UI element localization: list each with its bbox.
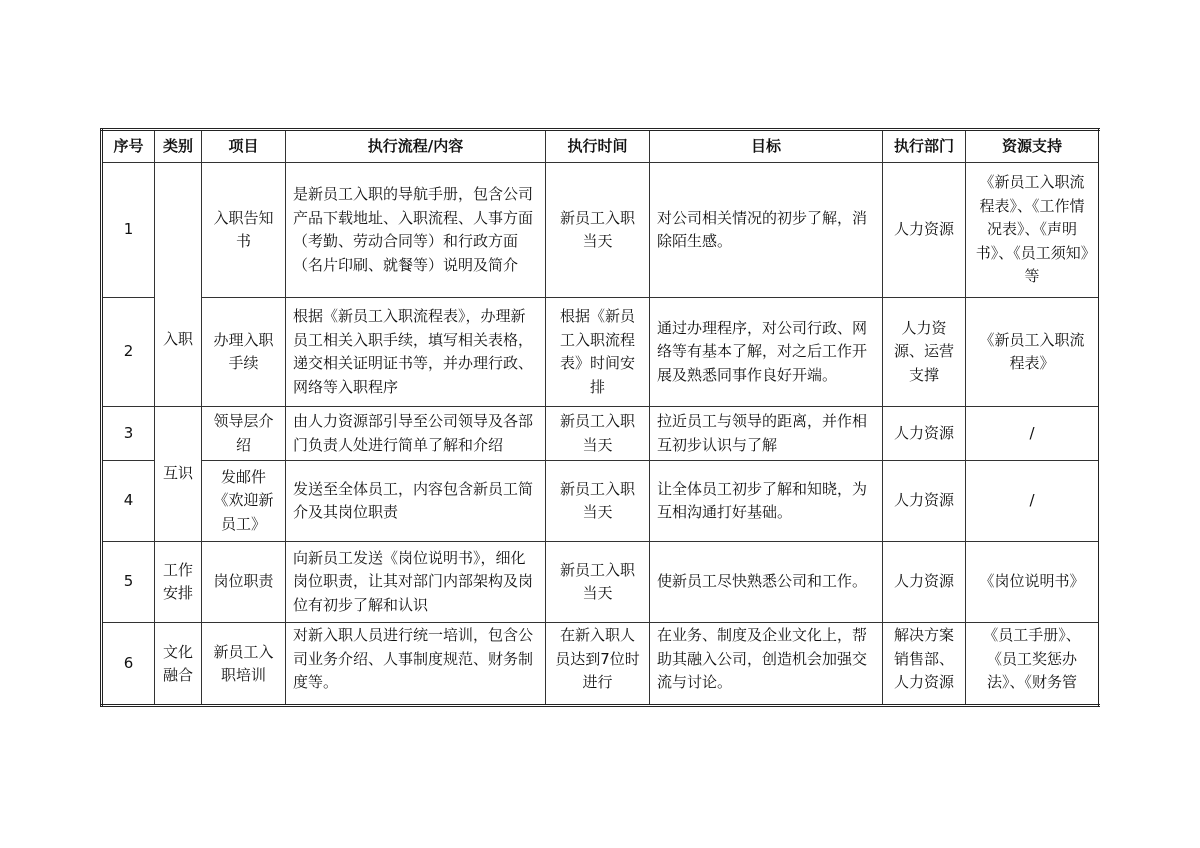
header-no: 序号 xyxy=(102,130,155,163)
onboarding-plan-table xyxy=(100,128,1100,707)
row-goal: 通过办理程序，对公司行政、网络等有基本了解，对之后工作开展及熟悉同事作良好开端。 xyxy=(650,298,883,407)
row-content: 向新员工发送《岗位说明书》，细化岗位职责，让其对部门内部架构及岗位有初步了解和认识 xyxy=(286,542,546,623)
row-dept: 人力资源、运营支撑 xyxy=(883,298,966,407)
row-content: 发送至全体员工，内容包含新员工简介及其岗位职责 xyxy=(286,461,546,542)
header-row xyxy=(102,130,1100,163)
row-time: 新员工入职当天 xyxy=(546,163,650,298)
row-resource: 《新员工入职流程表》 xyxy=(966,298,1100,407)
header-item: 项目 xyxy=(202,130,286,163)
table-row xyxy=(102,461,1100,542)
row-time: 在新入职人员达到7位时进行 xyxy=(546,623,650,706)
row-resource: 《员工手册》、《员工奖惩办法》、《财务管 xyxy=(966,623,1100,706)
row-item: 入职告知书 xyxy=(202,163,286,298)
header-category: 类别 xyxy=(155,130,202,163)
row-item: 新员工入职培训 xyxy=(202,623,286,706)
row-content: 是新员工入职的导航手册，包含公司产品下载地址、入职流程、人事方面（考勤、劳动合同等）和行政方面（名片印刷、就餐等）说明及简介 xyxy=(286,163,546,298)
header-goal: 目标 xyxy=(650,130,883,163)
row-no: 5 xyxy=(102,542,155,623)
row-resource: 《岗位说明书》 xyxy=(966,542,1100,623)
row-no: 2 xyxy=(102,298,155,407)
onboarding-table-container xyxy=(100,128,1100,708)
row-time: 新员工入职当天 xyxy=(546,461,650,542)
header-resource: 资源支持 xyxy=(966,130,1100,163)
row-goal: 拉近员工与领导的距离，并作相互初步认识与了解 xyxy=(650,407,883,461)
row-goal: 在业务、制度及企业文化上，帮助其融入公司，创造机会加强交流与讨论。 xyxy=(650,623,883,706)
header-time: 执行时间 xyxy=(546,130,650,163)
row-item: 领导层介绍 xyxy=(202,407,286,461)
row-no: 3 xyxy=(102,407,155,461)
row-dept: 人力资源 xyxy=(883,163,966,298)
row-time: 根据《新员工入职流程表》时间安排 xyxy=(546,298,650,407)
row-goal: 对公司相关情况的初步了解，消除陌生感。 xyxy=(650,163,883,298)
row-no: 1 xyxy=(102,163,155,298)
row-no: 4 xyxy=(102,461,155,542)
row-content: 根据《新员工入职流程表》，办理新员工相关入职手续，填写相关表格，递交相关证明证书等，并办理行政、网络等入职程序 xyxy=(286,298,546,407)
row-item: 发邮件《欢迎新员工》 xyxy=(202,461,286,542)
table-row xyxy=(102,623,1100,706)
row-time: 新员工入职当天 xyxy=(546,542,650,623)
row-dept: 解决方案销售部、人力资源 xyxy=(883,623,966,706)
row-dept: 人力资源 xyxy=(883,542,966,623)
row-resource: / xyxy=(966,461,1100,542)
table-row xyxy=(102,542,1100,623)
table-row xyxy=(102,298,1100,407)
row-time: 新员工入职当天 xyxy=(546,407,650,461)
category-acquaintance: 互识 xyxy=(155,407,202,542)
header-dept: 执行部门 xyxy=(883,130,966,163)
row-resource: / xyxy=(966,407,1100,461)
row-dept: 人力资源 xyxy=(883,407,966,461)
row-item: 岗位职责 xyxy=(202,542,286,623)
table-row xyxy=(102,163,1100,298)
row-resource: 《新员工入职流程表》、《工作情况表》、《声明书》、《员工须知》等 xyxy=(966,163,1100,298)
row-content: 对新入职人员进行统一培训，包含公司业务介绍、人事制度规范、财务制度等。 xyxy=(286,623,546,706)
table-row xyxy=(102,407,1100,461)
row-no: 6 xyxy=(102,623,155,706)
row-dept: 人力资源 xyxy=(883,461,966,542)
category-onboarding: 入职 xyxy=(155,163,202,407)
header-content: 执行流程/内容 xyxy=(286,130,546,163)
row-item: 办理入职手续 xyxy=(202,298,286,407)
category-work: 工作安排 xyxy=(155,542,202,623)
row-goal: 使新员工尽快熟悉公司和工作。 xyxy=(650,542,883,623)
row-goal: 让全体员工初步了解和知晓，为互相沟通打好基础。 xyxy=(650,461,883,542)
row-content: 由人力资源部引导至公司领导及各部门负责人处进行简单了解和介绍 xyxy=(286,407,546,461)
category-culture: 文化融合 xyxy=(155,623,202,706)
